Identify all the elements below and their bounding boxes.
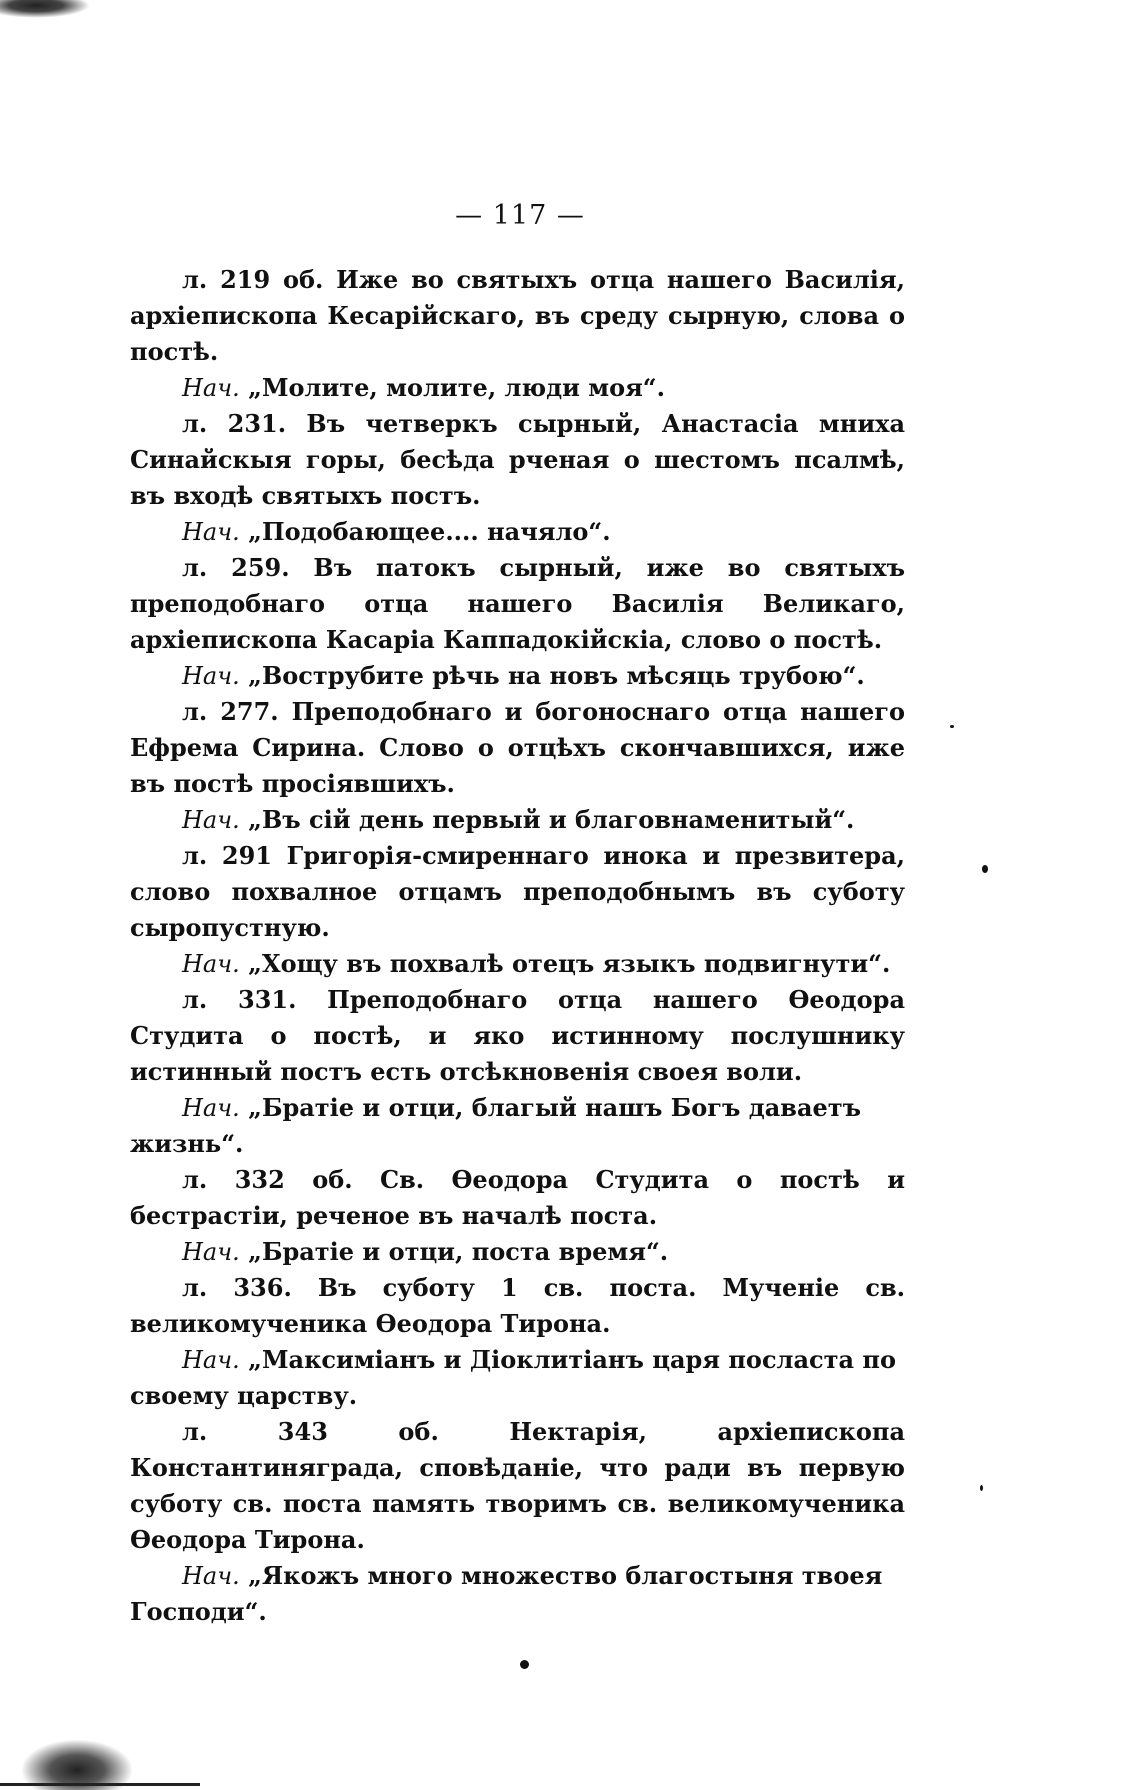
text-block [130, 262, 905, 1630]
entry-incipit [130, 946, 905, 982]
page-number: — 117 — [455, 200, 585, 231]
incipit-text: „Якожъ много множество благостыня твоея Господи“. [130, 1561, 883, 1626]
entry-body: л. 259. Въ патокъ сырный, иже во святыхъ преподобнаго отца нашего Василія Великаго, архіепископа Касаріа Каппадокійскіа, слово о постѣ. [130, 553, 905, 654]
entry-body: л. 231. Въ четвеpкъ сырный, Анастасіа мниха Синайскыя горы, бесѣда рченая о шестомъ псалмѣ, въ входѣ святыхъ постъ. [130, 409, 905, 510]
entry-incipit [130, 802, 905, 838]
nach-label: Нач. [182, 950, 240, 978]
nach-label: Нач. [182, 806, 240, 834]
entry-body: л. 219 об. Иже во святыхъ отца нашего Василія, архіепископа Кесарійскаго, въ среду сырную, слова о постѣ. [130, 265, 905, 366]
entry-incipit [130, 1090, 905, 1162]
nach-label: Нач. [182, 1094, 240, 1122]
incipit-text: „Молите, молите, люди моя“. [248, 373, 665, 402]
entry-incipit [130, 1234, 905, 1270]
incipit-text: „Максиміанъ и Діоклитіанъ царя посласта по своему царству. [130, 1345, 896, 1410]
ink-speck [520, 1660, 529, 1669]
nach-label: Нач. [182, 1346, 240, 1374]
incipit-text: „Братіе и отци, благый нашъ Богъ даваетъ жизнь“. [130, 1093, 862, 1158]
nach-label: Нач. [182, 1562, 240, 1590]
incipit-text: „Вострубите рѣчь на новъ мѣсяць трубою“. [248, 661, 865, 690]
bottom-rule [0, 1783, 200, 1786]
entry-incipit [130, 370, 905, 406]
ink-speck [980, 1485, 983, 1491]
entry-body: л. 291 Григорія-смиреннаго инока и презвитера, слово похвалное отцамъ преподобнымъ въ суботу сыропустную. [130, 841, 905, 942]
ink-smudge-top [0, 0, 90, 18]
entry-body: л. 332 об. Св. Ѳеодора Студита о постѣ и бестрастіи, реченое въ началѣ поста. [130, 1165, 905, 1230]
nach-label: Нач. [182, 1238, 240, 1266]
entry-incipit [130, 658, 905, 694]
entry-body: л. 331. Преподобнаго отца нашего Ѳеодора Студита о постѣ, и яко истинному послушнику истинный постъ есть отсѣкновенія своея воли. [130, 985, 905, 1086]
entry-body: л. 336. Въ суботу 1 св. поста. Мученіе св. великомученика Ѳеодора Тирона. [130, 1273, 905, 1338]
nach-label: Нач. [182, 374, 240, 402]
incipit-text: „Въ сій день первый и благовнаменитый“. [248, 805, 855, 834]
incipit-text: „Братіе и отци, поста время“. [248, 1237, 669, 1266]
incipit-text: „Хощу въ похвалѣ отецъ языкъ подвигнути“. [248, 949, 891, 978]
nach-label: Нач. [182, 518, 240, 546]
ink-speck [982, 865, 988, 873]
entry-incipit [130, 1342, 905, 1414]
incipit-text: „Подобающее.... начяло“. [248, 517, 611, 546]
ink-speck [950, 725, 954, 728]
nach-label: Нач. [182, 662, 240, 690]
entry-incipit [130, 514, 905, 550]
entry-incipit [130, 1558, 905, 1630]
entry-body: л. 277. Преподобнаго и богоноснаго отца нашего Ефрема Сирина. Слово о отцѣхъ скончавшихся, иже въ постѣ просіявшихъ. [130, 697, 905, 798]
entry-body: л. 343 об. Нектарія, архіепископа Константиняграда, сповѣданіе, что ради въ первую суботу св. поста память творимъ св. великомученика Ѳеодора Тирона. [130, 1417, 905, 1554]
